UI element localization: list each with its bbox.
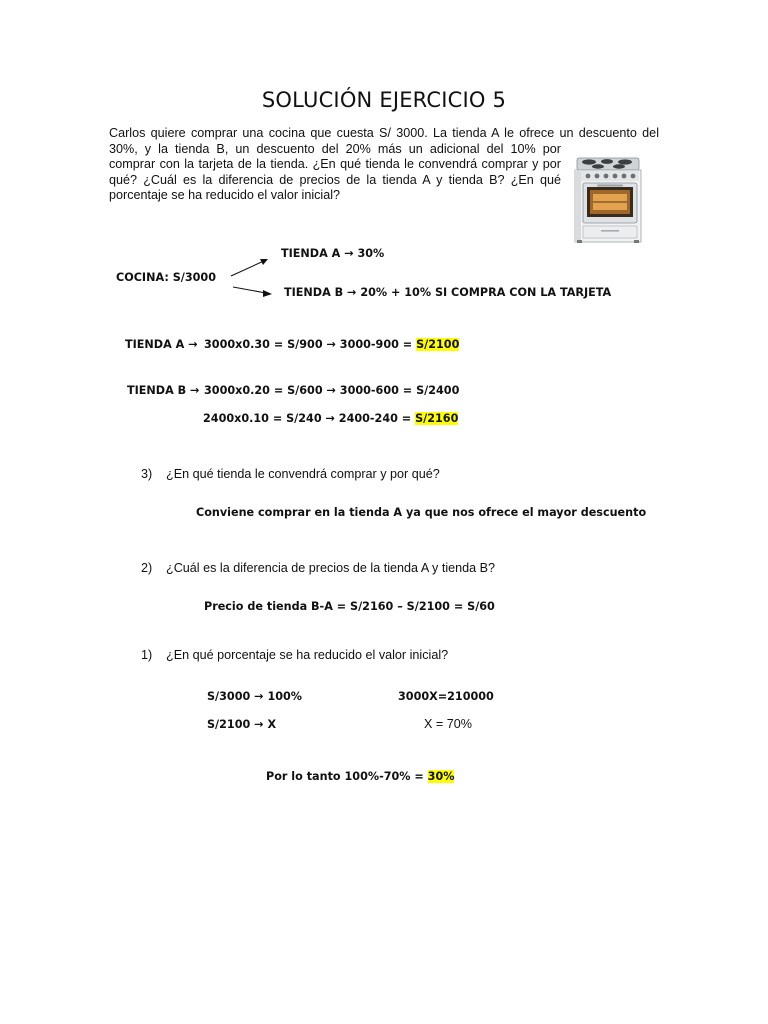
question-2-number: 2) [141, 561, 153, 575]
tienda-a-option: TIENDA A → 30% [281, 247, 385, 260]
diagram-arrows [226, 254, 276, 300]
proportion-row-2-left: S/2100 → X [207, 718, 277, 731]
question-1-number: 1) [141, 648, 153, 662]
calc-a-row [204, 338, 459, 351]
question-3-number: 3) [141, 467, 153, 481]
intro-line-2: 30%, y la tienda B, un descuento del 20% más un adicional del 10% por [109, 141, 561, 156]
question-2-text: ¿Cuál es la diferencia de precios de la tienda A y tienda B? [166, 561, 496, 575]
arrow-to-tienda-a [231, 260, 266, 276]
arrowhead-b [263, 290, 272, 297]
conclusion-result: 30% [427, 770, 455, 783]
proportion-row-1-left: S/3000 → 100% [207, 690, 303, 703]
intro-line-1: Carlos quiere comprar una cocina que cuesta S/ 3000. La tienda A le ofrece un descuento del [109, 126, 659, 140]
question-1-text: ¿En qué porcentaje se ha reducido el valor inicial? [166, 648, 449, 662]
calc-b-expression: 2400x0.10 = S/240 → 2400-240 = [203, 412, 412, 425]
intro-line-3: comprar con la tarjeta de la tienda. ¿En qué tienda le convendrá comprar y por [109, 157, 561, 171]
calc-a-label: TIENDA A → [125, 338, 198, 351]
conclusion [266, 770, 454, 783]
proportion-row-1-right: 3000X=210000 [398, 690, 494, 703]
calc-b-row-2 [203, 412, 458, 425]
intro-line-5: porcentaje se ha reducido el valor inicial? [109, 188, 341, 202]
calc-b-row-1: 3000x0.20 = S/600 → 3000-600 = S/2400 [204, 384, 460, 397]
calc-b-result: S/2160 [415, 412, 459, 425]
tienda-b-option: TIENDA B → 20% + 10% SI COMPRA CON LA TARJETA [284, 286, 612, 299]
page-title: SOLUCIÓN EJERCICIO 5 [261, 88, 507, 112]
calc-b-label: TIENDA B → [127, 384, 200, 397]
answer-3: Conviene comprar en la tienda A ya que nos ofrece el mayor descuento [196, 506, 647, 519]
intro-line-4: qué? ¿Cuál es la diferencia de precios de la tienda A y tienda B? ¿En qué [109, 172, 561, 187]
cocina-price: COCINA: S/3000 [116, 271, 216, 284]
proportion-row-2-right: X = 70% [424, 717, 472, 731]
calc-a-expression: 3000x0.30 = S/900 → 3000-900 = [204, 338, 413, 351]
stove-icon [573, 156, 645, 244]
answer-2: Precio de tienda B-A = S/2160 – S/2100 = S/60 [204, 600, 495, 613]
question-3-text: ¿En qué tienda le convendrá comprar y por qué? [166, 467, 440, 481]
arrow-to-tienda-b [233, 287, 266, 293]
conclusion-text: Por lo tanto 100%-70% = [266, 770, 424, 783]
calc-a-result: S/2100 [416, 338, 460, 351]
